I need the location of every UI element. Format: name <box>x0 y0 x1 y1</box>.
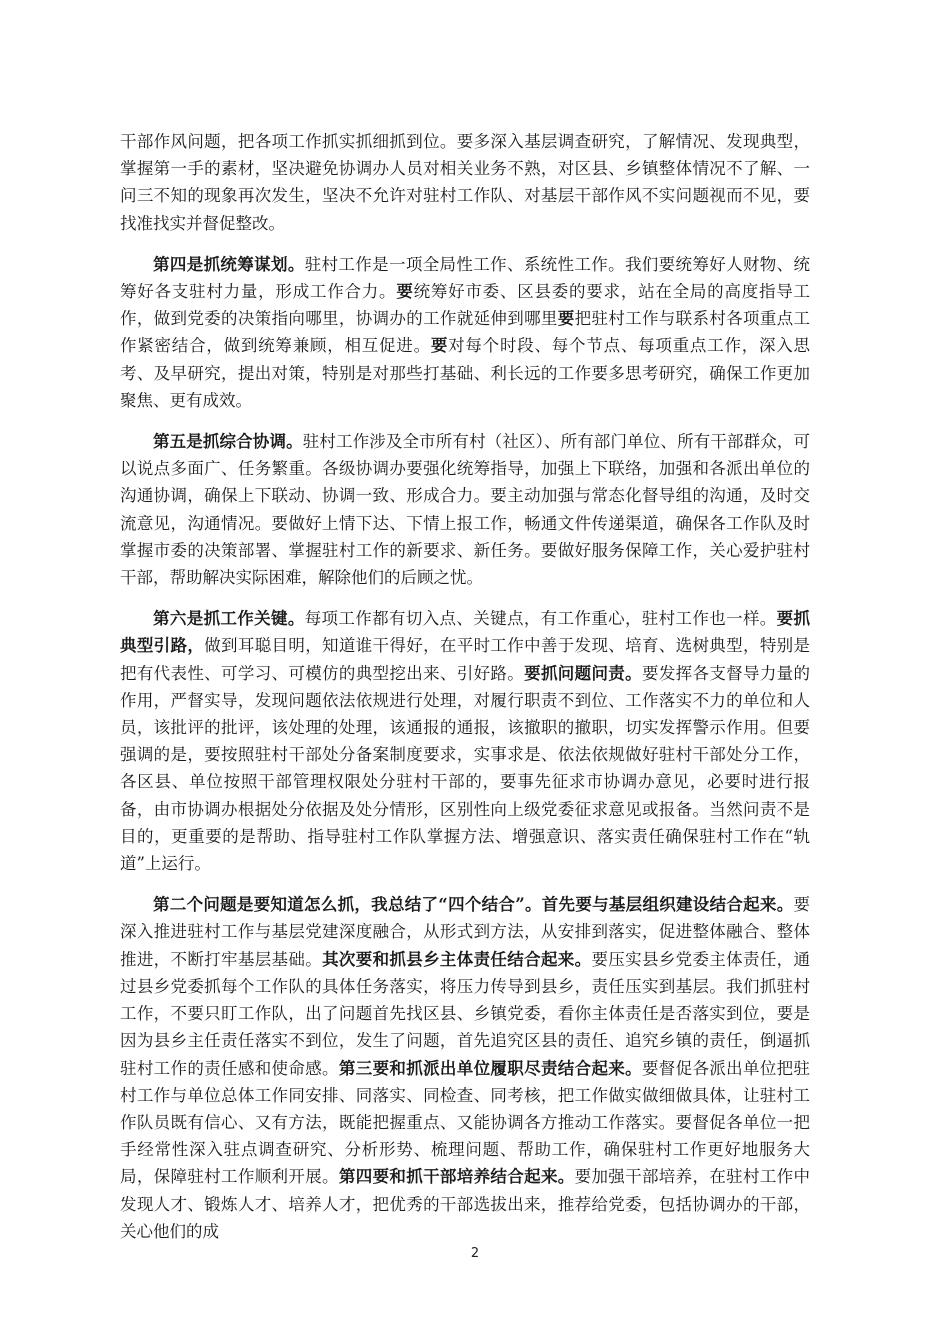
text-run: 干部作风问题，把各项工作抓实抓细抓到位。要多深入基层调查研究，了解情况、发现典型，掌握第一手的素材，坚决避免协调办人员对相关业务不熟，对区县、乡镇整体情况不了解、一问三不知的现象再次发生，坚决不允许对驻村工作队、对基层干部作风不实问题视而不见，要找准找实并督促整改。 <box>120 132 810 233</box>
text-run: 驻村工作涉及全市所有村（社区）、所有部门单位、所有干部群众，可以说点多面广、任务繁重。各级协调办要强化统筹指导，加强上下联络，加强和各派出单位的沟通协调，确保上下联动、协调一致、形成合力。要主动加强与常态化督导组的沟通，及时交流意见，沟通情况。要做好上情下达、下情上报工作，畅通文件传递渠道，确保各工作队及时掌握市委的决策部署、掌握驻村工作的新要求、新任务。要做好服务保障工作，关心爱护驻村干部，帮助解决实际困难，解除他们的后顾之忧。 <box>120 432 811 588</box>
bold-text-run: 要 <box>430 336 449 356</box>
paragraph-1 <box>120 128 810 237</box>
bold-text-run: 第四要和抓干部培养结合起来。 <box>338 1167 575 1187</box>
text-run: 要加强干部培养，在驻村工作中发现人才、锻炼人才、培养人才，把优秀的干部选拔出来，推荐给党委，包括协调办的干部，关心他们的成 <box>120 1167 811 1241</box>
paragraph-5 <box>120 891 810 1245</box>
bold-text-run: 其次要和抓县乡主体责任结合起来。 <box>322 949 592 969</box>
text-run: 每项工作都有切入点、关键点，有工作重心，驻村工作也一样。 <box>304 609 777 629</box>
bold-text-run: 第二个问题是要知道怎么抓，我总结了“四个结合”。首先要与基层组织建设结合起来。 <box>153 895 794 915</box>
text-run: 做到耳聪目明，知道谁干得好，在平时工作中善于发现、培育、选树典型，特别是把有代表性、可学习、可模仿的典型挖出来、引好路。 <box>120 636 810 683</box>
text-run: 要深入推进驻村工作与基层党建深度融合，从形式到方法，从安排到落实，促进整体融合、整体推进，不断打牢基层基础。 <box>120 895 810 969</box>
text-run: 把驻村工作与联系村各项重点工作紧密结合，做到统筹兼顾，相互促进。 <box>120 309 811 356</box>
bold-text-run: 要 <box>396 282 414 302</box>
text-run: 统筹好市委、区县委的要求，站在全局的高度指导工作，做到党委的决策指向哪里，协调办的工作就延伸到哪里 <box>120 282 811 329</box>
bold-text-run: 第三要和抓派出单位履职尽责结合起来。 <box>338 1058 642 1078</box>
bold-text-run: 第六是抓工作关键。 <box>153 609 305 629</box>
text-run: 驻村工作是一项全局性工作、系统性工作。我们要统筹好人财物、统筹好各支驻村力量，形成工作合力。 <box>120 254 811 302</box>
text-run: 要督促各派出单位把驻村工作与单位总体工作同安排、同落实、同检查、同考核，把工作做实做细做具体，让驻村工作队员既有信心、又有方法，既能把握重点、又能协调各方推动工作落实。要督促各单位一把手经常性深入驻点调查研究、分析形势、梳理问题、帮助工作，确保驻村工作更好地服务大局，保障驻村工作顺利开展。 <box>120 1058 811 1187</box>
bold-text-run: 要抓问题问责。 <box>524 663 642 683</box>
text-run: 对每个时段、每个节点、每项重点工作，深入思考、及早研究，提出对策，特别是对那些打基础、利长远的工作要多思考研究，确保工作更加聚焦、更有成效。 <box>120 336 811 410</box>
bold-text-run: 第五是抓综合协调。 <box>153 432 303 452</box>
page-number: 2 <box>470 1246 480 1261</box>
paragraph-2 <box>120 251 810 414</box>
paragraph-4 <box>120 605 810 877</box>
document-body <box>120 128 810 1259</box>
paragraph-3 <box>120 428 810 591</box>
bold-text-run: 第四是抓统筹谋划。 <box>153 254 305 274</box>
text-run: 要压实县乡党委主体责任，通过县乡党委抓每个工作队的具体任务落实，将压力传导到县乡，责任压实到基层。我们抓驻村工作，不要只盯工作队，出了问题首先找区县、乡镇党委，看你主体责任是否落实到位，要是因为县乡主任责任落实不到位，发生了问题，首先追究区县的责任、追究乡镇的责任，倒逼抓驻村工作的责任感和使命感。 <box>120 949 811 1078</box>
bold-text-run: 要 <box>557 309 575 329</box>
text-run: 要发挥各支督导力量的作用，严督实导，发现问题依法依规进行处理，对履行职责不到位、工作落实不力的单位和人员，该批评的批评，该处理的处理，该通报的通报，该撤职的撤职，切实发挥警示作用。但要强调的是，要按照驻村干部处分备案制度要求，实事求是、依法依规做好驻村干部处分工作，各区县、单位按照干部管理权限处分驻村干部的，要事先征求市协调办意见，必要时进行报备，由市协调办根据处分依据及处分情形，区别性向上级党委征求意见或报备。当然问责不是目的，更重要的是帮助、指导驻村工作队掌握方法、增强意识、落实责任确保驻村工作在“轨道”上运行。 <box>120 663 811 874</box>
bold-text-run: 要抓典型引路， <box>120 609 811 656</box>
